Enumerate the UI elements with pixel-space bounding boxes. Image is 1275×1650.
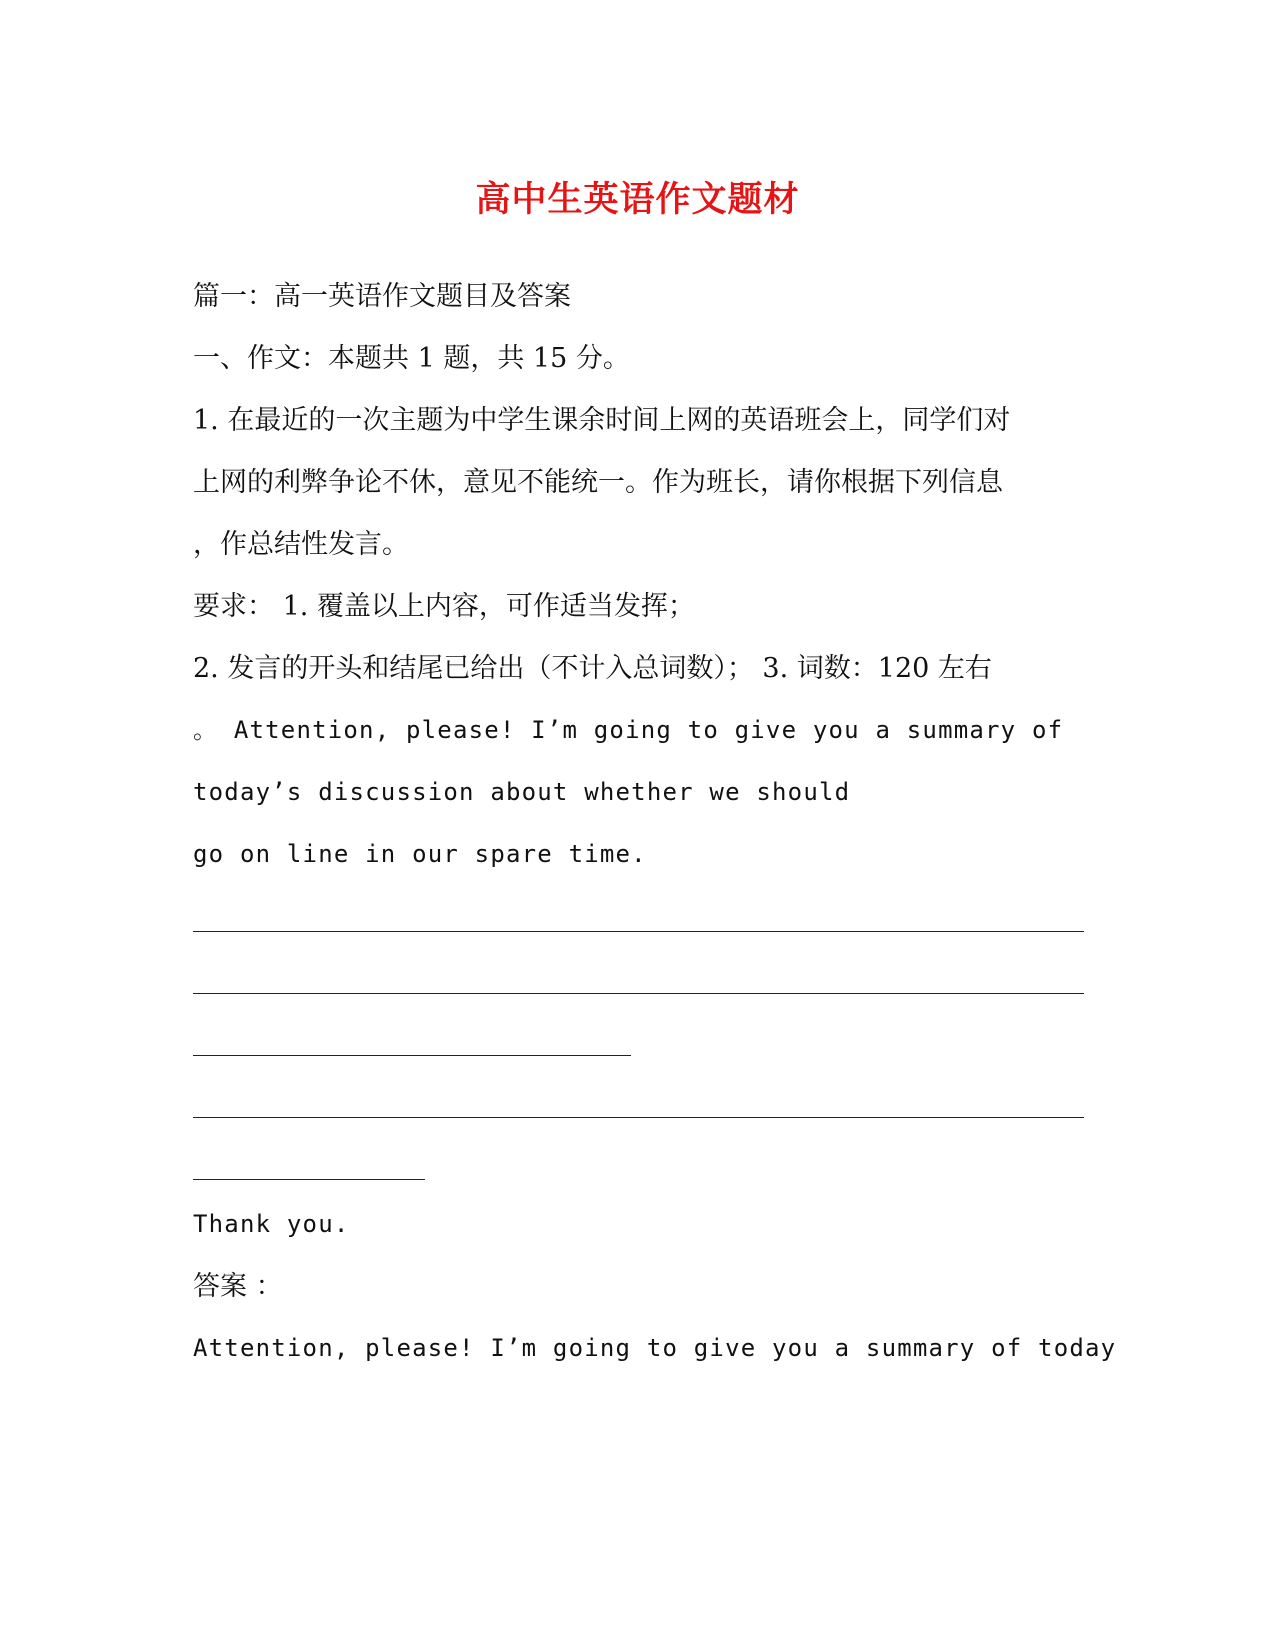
answer-blank-line-3 xyxy=(193,1055,631,1056)
speech-opening-line-3: go on line in our spare time. xyxy=(193,840,647,868)
answer-blank-line-4 xyxy=(193,1117,1084,1118)
task-prompt-line-2: 上网的利弊争论不休，意见不能统一。作为班长，请你根据下列信息 xyxy=(193,467,1003,498)
task-prompt-line-1: 1. 在最近的一次主题为中学生课余时间上网的英语班会上，同学们对 xyxy=(193,405,1011,436)
answer-heading: 答案 ： xyxy=(193,1271,283,1302)
speech-opening-line-1: 。 Attention, please! I’m going to give you a summary of xyxy=(193,716,1064,744)
requirements-line-2: 2. 发言的开头和结尾已给出（不计入总词数）； 3. 词数：120 左右 xyxy=(193,653,992,684)
section-heading: 篇一：高一英语作文题目及答案 xyxy=(193,281,571,312)
task-prompt-line-3: ，作总结性发言。 xyxy=(193,529,409,560)
document-title: 高中生英语作文题材 xyxy=(475,179,800,220)
speech-closing: Thank you. xyxy=(193,1210,350,1238)
requirements-line-1: 要求： 1. 覆盖以上内容，可作适当发挥； xyxy=(193,591,695,622)
answer-blank-line-2 xyxy=(193,993,1084,994)
answer-text-line-1: Attention, please! I’m going to give you a summary of today xyxy=(193,1334,1117,1362)
speech-opening-line-2: today’s discussion about whether we should xyxy=(193,778,851,806)
answer-blank-line-5 xyxy=(193,1179,425,1180)
answer-blank-line-1 xyxy=(193,931,1084,932)
task-heading: 一、作文：本题共 1 题，共 15 分。 xyxy=(193,343,630,374)
